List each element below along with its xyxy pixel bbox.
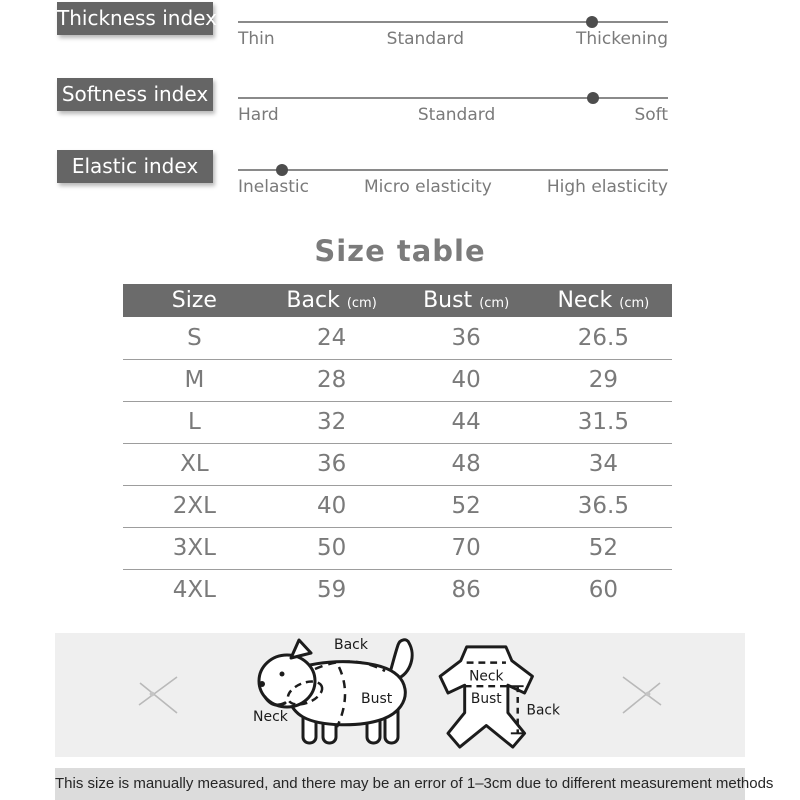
- cell-back: 28: [266, 359, 398, 401]
- table-row-xl: [123, 443, 672, 485]
- elastic-scale: [238, 169, 668, 219]
- elastic-level-micro: Micro elasticity: [364, 177, 492, 197]
- cell-bust: 44: [397, 401, 534, 443]
- measurement-disclaimer: This size is manually measured, and there may be an error of 1–3cm due to different measurement methods: [55, 768, 745, 800]
- table-row-s: [123, 317, 672, 359]
- cell-neck: 29: [535, 359, 672, 401]
- left-flourish-icon: [133, 673, 181, 717]
- thickness-level-standard: Standard: [386, 29, 464, 49]
- cell-bust: 40: [397, 359, 534, 401]
- cell-back: 59: [266, 569, 398, 611]
- size-table: [123, 284, 672, 611]
- col-header-back: Back (cm): [266, 284, 398, 317]
- col-header-bust: Bust (cm): [397, 284, 534, 317]
- softness-scale-line: [238, 97, 668, 99]
- softness-scale: [238, 97, 668, 147]
- cell-neck: 26.5: [577, 324, 629, 351]
- elastic-level-inelastic: Inelastic: [238, 177, 309, 197]
- cell-back: 32: [266, 401, 398, 443]
- thickness-level-thickening: Thickening: [576, 29, 668, 49]
- dog-neck-label: Neck: [253, 709, 288, 725]
- cell-neck: 60: [535, 569, 672, 611]
- dog-ear: [291, 640, 311, 658]
- cell-back: 36: [266, 443, 398, 485]
- elastic-scale-line: [238, 169, 668, 171]
- unit-cm: (cm): [479, 296, 510, 311]
- cell-neck: 34: [535, 443, 672, 485]
- cell-size: 4XL: [123, 569, 266, 611]
- cell-neck: 36.5: [535, 485, 672, 527]
- size-table-header: [123, 284, 672, 317]
- thickness-index-row: [0, 0, 800, 74]
- garment-neck-label: Neck: [469, 668, 504, 685]
- softness-scale-labels: [238, 105, 668, 125]
- softness-level-soft: Soft: [634, 105, 668, 125]
- cell-size: S: [187, 324, 202, 351]
- garment-bust-label: Bust: [470, 690, 502, 707]
- elastic-index-badge: Elastic index: [57, 150, 213, 183]
- right-flourish-icon: [619, 673, 667, 717]
- cell-size: 2XL: [123, 485, 266, 527]
- thickness-scale-line: [238, 21, 668, 23]
- col-header-size: Size: [123, 284, 266, 317]
- cell-size: XL: [123, 443, 266, 485]
- elastic-level-high: High elasticity: [546, 177, 668, 197]
- unit-cm: (cm): [346, 296, 377, 311]
- softness-level-standard: Standard: [417, 105, 496, 125]
- unit-cm: (cm): [619, 296, 650, 311]
- table-row-3xl: [123, 527, 672, 569]
- softness-scale-dot: [587, 92, 599, 104]
- dog-nose: [259, 681, 265, 687]
- col-header-neck: Neck (cm): [535, 284, 672, 317]
- dog-eye: [280, 672, 285, 677]
- garment-back-label: Back: [526, 702, 560, 719]
- elastic-index-row: [0, 148, 800, 222]
- elastic-scale-dot: [276, 164, 288, 176]
- cell-neck: 31.5: [535, 401, 672, 443]
- measurement-diagram-panel: [55, 633, 745, 757]
- garment-measurement-figure: [427, 641, 577, 751]
- table-row-4xl: [123, 569, 672, 611]
- cell-back: 40: [266, 485, 398, 527]
- cell-bust: 52: [397, 485, 534, 527]
- thickness-index-badge: Thickness index: [57, 2, 213, 35]
- thickness-scale: [238, 21, 668, 71]
- cell-back: 50: [266, 527, 398, 569]
- elastic-scale-labels: [238, 177, 668, 197]
- cell-size: L: [123, 401, 266, 443]
- cell-size: 3XL: [123, 527, 266, 569]
- dog-bust-label: Bust: [361, 691, 393, 707]
- softness-index-row: [0, 76, 800, 150]
- cell-neck: 52: [535, 527, 672, 569]
- size-table-title: Size table: [314, 234, 486, 268]
- cell-bust: 36: [451, 324, 481, 351]
- dog-back-label: Back: [334, 637, 368, 653]
- softness-index-badge: Softness index: [57, 78, 213, 111]
- thickness-scale-labels: [238, 29, 668, 49]
- dog-measurement-figure: [251, 637, 427, 753]
- table-row-2xl: [123, 485, 672, 527]
- table-row-l: [123, 401, 672, 443]
- cell-bust: 86: [397, 569, 534, 611]
- softness-level-hard: Hard: [238, 105, 279, 125]
- thickness-level-thin: Thin: [238, 29, 275, 49]
- cell-back: 24: [316, 324, 347, 351]
- table-row-m: [123, 359, 672, 401]
- thickness-scale-dot: [586, 16, 598, 28]
- cell-size: M: [123, 359, 266, 401]
- cell-bust: 48: [397, 443, 534, 485]
- cell-bust: 70: [397, 527, 534, 569]
